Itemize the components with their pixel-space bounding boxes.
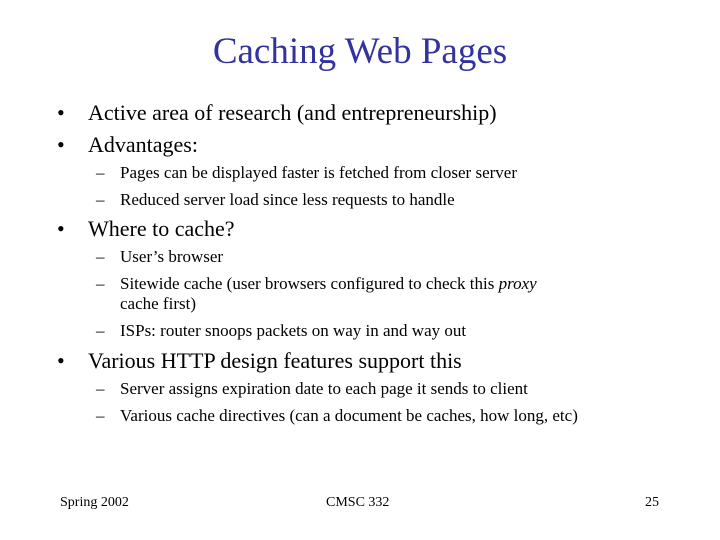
bullet-text: Advantages:: [88, 132, 198, 157]
dash-mark: –: [96, 379, 105, 398]
dash-mark: –: [96, 190, 105, 209]
bullet-mark: •: [57, 348, 65, 373]
sub-bullet-point: [96, 406, 578, 426]
bullet-mark: •: [57, 132, 65, 157]
dash-mark: –: [96, 274, 105, 293]
footer-date: Spring 2002: [60, 495, 129, 510]
footer-course: CMSC 332: [326, 495, 390, 510]
footer-page-number: 25: [645, 495, 659, 510]
dash-mark: –: [96, 163, 105, 182]
bullet-point: [57, 100, 497, 126]
dash-mark: –: [96, 406, 105, 425]
sub-bullet-point: [96, 379, 528, 399]
sub-bullet-point: [96, 190, 455, 210]
bullet-text: Active area of research (and entrepreneurship): [88, 100, 497, 125]
sub-bullet-text: cache first): [120, 294, 196, 313]
bullet-point: [57, 132, 198, 158]
dash-mark: –: [96, 247, 105, 266]
slide-title: Caching Web Pages: [212, 31, 508, 72]
bullet-point: [57, 348, 462, 374]
dash-mark: –: [96, 321, 105, 340]
sub-bullet-text: Pages can be displayed faster is fetched from closer server: [120, 163, 517, 182]
sub-bullet-text: Various cache directives (can a document be caches, how long, etc): [120, 406, 578, 425]
sub-bullet-point: [96, 163, 517, 183]
sub-bullet-continuation: [120, 294, 196, 314]
sub-bullet-text: Sitewide cache (user browsers configured to check this: [120, 274, 499, 293]
bullet-text: Where to cache?: [88, 216, 235, 241]
sub-bullet-text: ISPs: router snoops packets on way in and way out: [120, 321, 467, 340]
sub-bullet-text: User’s browser: [120, 247, 224, 266]
bullet-text: Various HTTP design features support this: [88, 348, 462, 373]
bullet-mark: •: [57, 216, 65, 241]
sub-bullet-point: [96, 274, 537, 294]
bullet-mark: •: [57, 100, 65, 125]
sub-bullet-point: [96, 247, 224, 267]
sub-bullet-point: [96, 321, 467, 341]
emphasized-word: proxy: [498, 274, 537, 293]
bullet-point: [57, 216, 235, 242]
sub-bullet-text: Server assigns expiration date to each page it sends to client: [120, 379, 528, 398]
sub-bullet-text: Reduced server load since less requests to handle: [120, 190, 455, 209]
